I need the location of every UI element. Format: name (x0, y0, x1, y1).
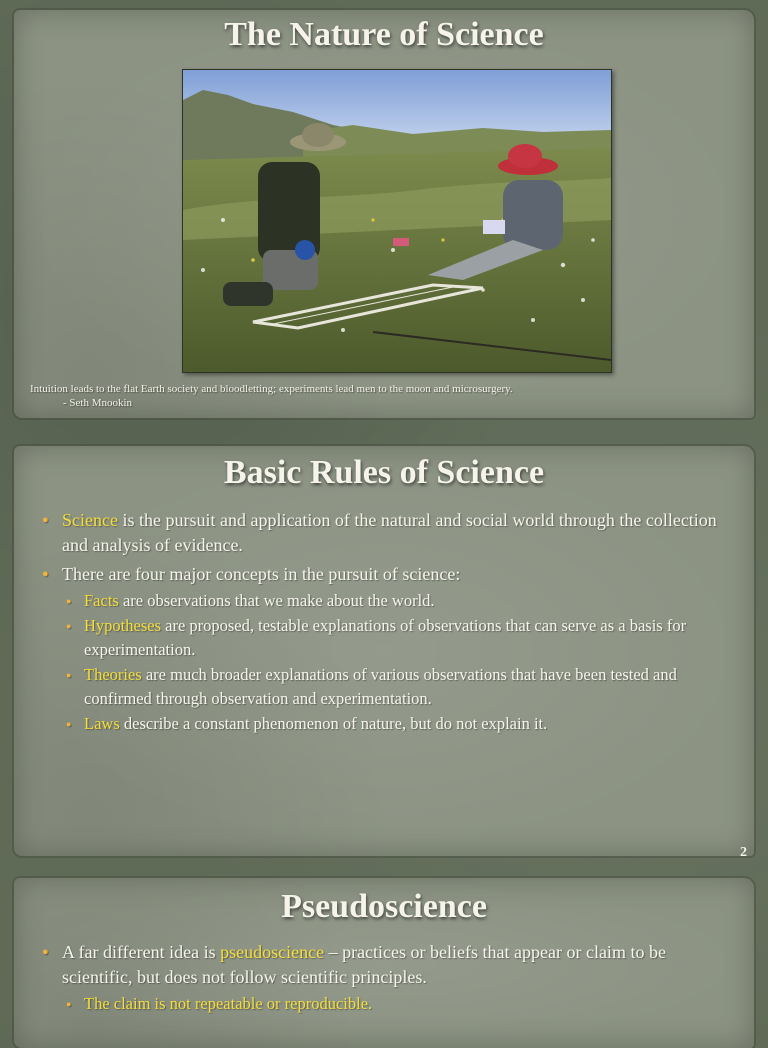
term-laws: Laws (84, 714, 120, 733)
bullet-list (42, 940, 720, 1020)
quote-text: Intuition leads to the flat Earth society and bloodletting; experiments lead men to the moon and microsurgery. (30, 383, 513, 395)
term-theories: Theories (84, 665, 142, 684)
concept-text: are much broader explanations of various observations that have been tested and confirmed through observation and experimentation. (84, 665, 677, 708)
concept-list (62, 589, 720, 736)
bullet-text: There are four major concepts in the pursuit of science: (62, 564, 461, 584)
bullet-pseudoscience-definition (42, 940, 720, 1016)
slide-title: The Nature of Science (224, 16, 544, 53)
concept-text: are observations that we make about the world. (118, 591, 435, 610)
concept-laws (62, 712, 720, 736)
claim-list (62, 992, 720, 1016)
term-facts: Facts (84, 591, 119, 610)
quote (30, 382, 513, 410)
slide-basic-rules (14, 446, 754, 856)
slide-title: Basic Rules of Science (223, 454, 545, 491)
slide-pseudoscience (14, 878, 754, 1048)
bullet-four-concepts (42, 562, 720, 736)
slide-nature-of-science (14, 10, 754, 418)
bullet-text-pre: A far different idea is (62, 942, 221, 962)
concept-text: are proposed, testable explanations of observations that can serve as a basis for experimentation. (84, 616, 687, 659)
concept-hypotheses (62, 614, 720, 662)
page-number: 2 (740, 845, 747, 860)
term-hypotheses: Hypotheses (84, 616, 161, 635)
bullet-text: – practices or beliefs that appear or claim to be scientific, but does not follow scientific principles. (62, 942, 666, 987)
field-research-photo (182, 69, 612, 373)
concept-text: describe a constant phenomenon of nature, but do not explain it. (119, 714, 548, 733)
quote-author: - Seth Mnookin (63, 397, 133, 409)
bullet-list (42, 508, 720, 740)
bullet-text: is the pursuit and application of the natural and social world through the collection and analysis of evidence. (62, 510, 717, 555)
slide-title: Pseudoscience (281, 888, 487, 925)
claim-item (62, 992, 720, 1016)
term-pseudoscience: pseudoscience (220, 942, 325, 962)
concept-facts (62, 589, 720, 613)
claim-text: The claim is not repeatable or reproducible. (84, 994, 373, 1013)
term-science: Science (62, 510, 118, 530)
bullet-science-definition (42, 508, 720, 558)
concept-theories (62, 663, 720, 711)
